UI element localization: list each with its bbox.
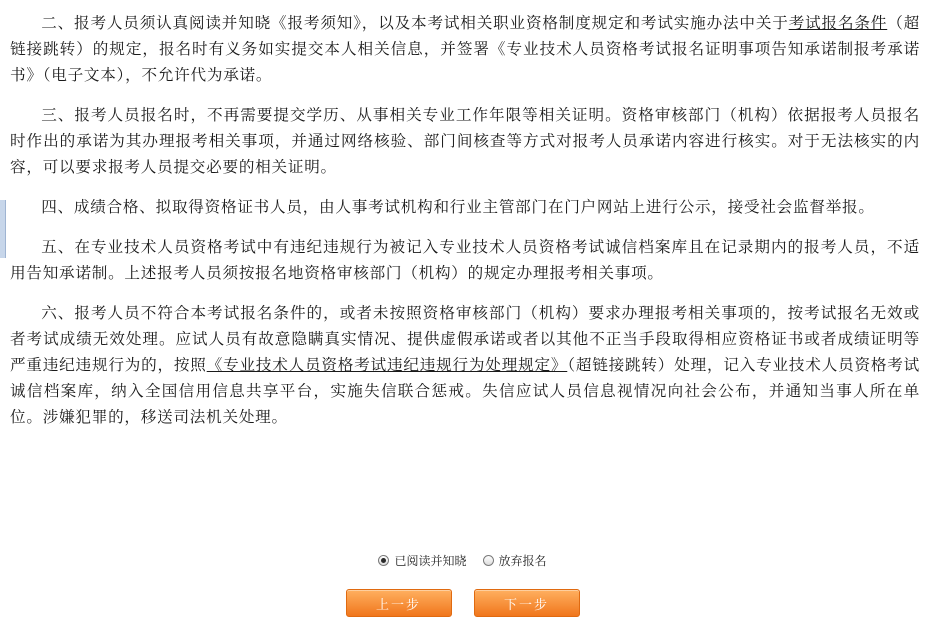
radio-read-label: 已阅读并知晓 — [394, 554, 467, 568]
navigation-buttons — [0, 589, 925, 617]
consent-radio-group — [0, 552, 925, 569]
side-collapse-tab[interactable] — [0, 200, 6, 258]
prev-step-button[interactable]: 上一步 — [346, 589, 452, 617]
radio-option-abandon[interactable] — [483, 552, 547, 569]
radio-option-read[interactable] — [378, 552, 466, 569]
paragraph-5: 五、在专业技术人员资格考试中有违纪违规行为被记入专业技术人员资格考试诚信档案库且在记录期内的报考人员，不适用告知承诺制。上述报考人员须按报名地资格审核部门（机构）的规定办理报考相关事项。 — [10, 238, 920, 282]
violation-rules-link[interactable]: 《专业技术人员资格考试违纪违规行为处理规定》 — [206, 356, 568, 374]
exam-conditions-link[interactable]: 考试报名条件 — [788, 14, 888, 32]
paragraph-6-text-b: （超链接跳转）处理，记入专业技术人员资格考试诚信档案库，纳入全国信用信息共享平台，实施失信联合惩戒。失信应试人员信息视情况向社会公布，并通知当事人所在单位。涉嫌犯罪的，移送司法机关处理。 — [10, 356, 920, 426]
radio-read-button[interactable] — [378, 555, 389, 566]
radio-abandon-button[interactable] — [483, 555, 494, 566]
paragraph-6-text-a: 六、报考人员不符合本考试报名条件的，或者未按照资格审核部门（机构）要求办理报考相关事项的，按考试报名无效或者考试成绩无效处理。应试人员有故意隐瞒真实情况、提供虚假承诺或者以其他不正当手段取得相应资格证书或者成绩证明等严重违纪违规行为的，按照 — [10, 304, 920, 374]
paragraph-3: 三、报考人员报名时，不再需要提交学历、从事相关专业工作年限等相关证明。资格审核部门（机构）依据报考人员报名时作出的承诺为其办理报考相关事项，并通过网络核验、部门间核查等方式对报考人员承诺内容进行核实。对于无法核实的内容，可以要求报考人员提交必要的相关证明。 — [10, 106, 920, 176]
paragraph-2 — [10, 10, 920, 88]
paragraph-4: 四、成绩合格、拟取得资格证书人员，由人事考试机构和行业主管部门在门户网站上进行公示，接受社会监督举报。 — [41, 198, 875, 216]
paragraph-2-text-a: 二、报考人员须认真阅读并知晓《报考须知》，以及本考试相关职业资格制度规定和考试实施办法中关于 — [41, 14, 789, 32]
notice-content — [10, 10, 920, 444]
paragraph-6 — [10, 300, 920, 430]
radio-selected-dot — [381, 558, 386, 563]
next-step-button[interactable]: 下一步 — [474, 589, 580, 617]
radio-abandon-label: 放弃报名 — [498, 554, 547, 568]
paragraph-2-text-b: （超链接跳转）的规定，报名时有义务如实提交本人相关信息，并签署《专业技术人员资格考试报名证明事项告知承诺制报考承诺书》（电子文本），不允许代为承诺。 — [10, 14, 920, 84]
